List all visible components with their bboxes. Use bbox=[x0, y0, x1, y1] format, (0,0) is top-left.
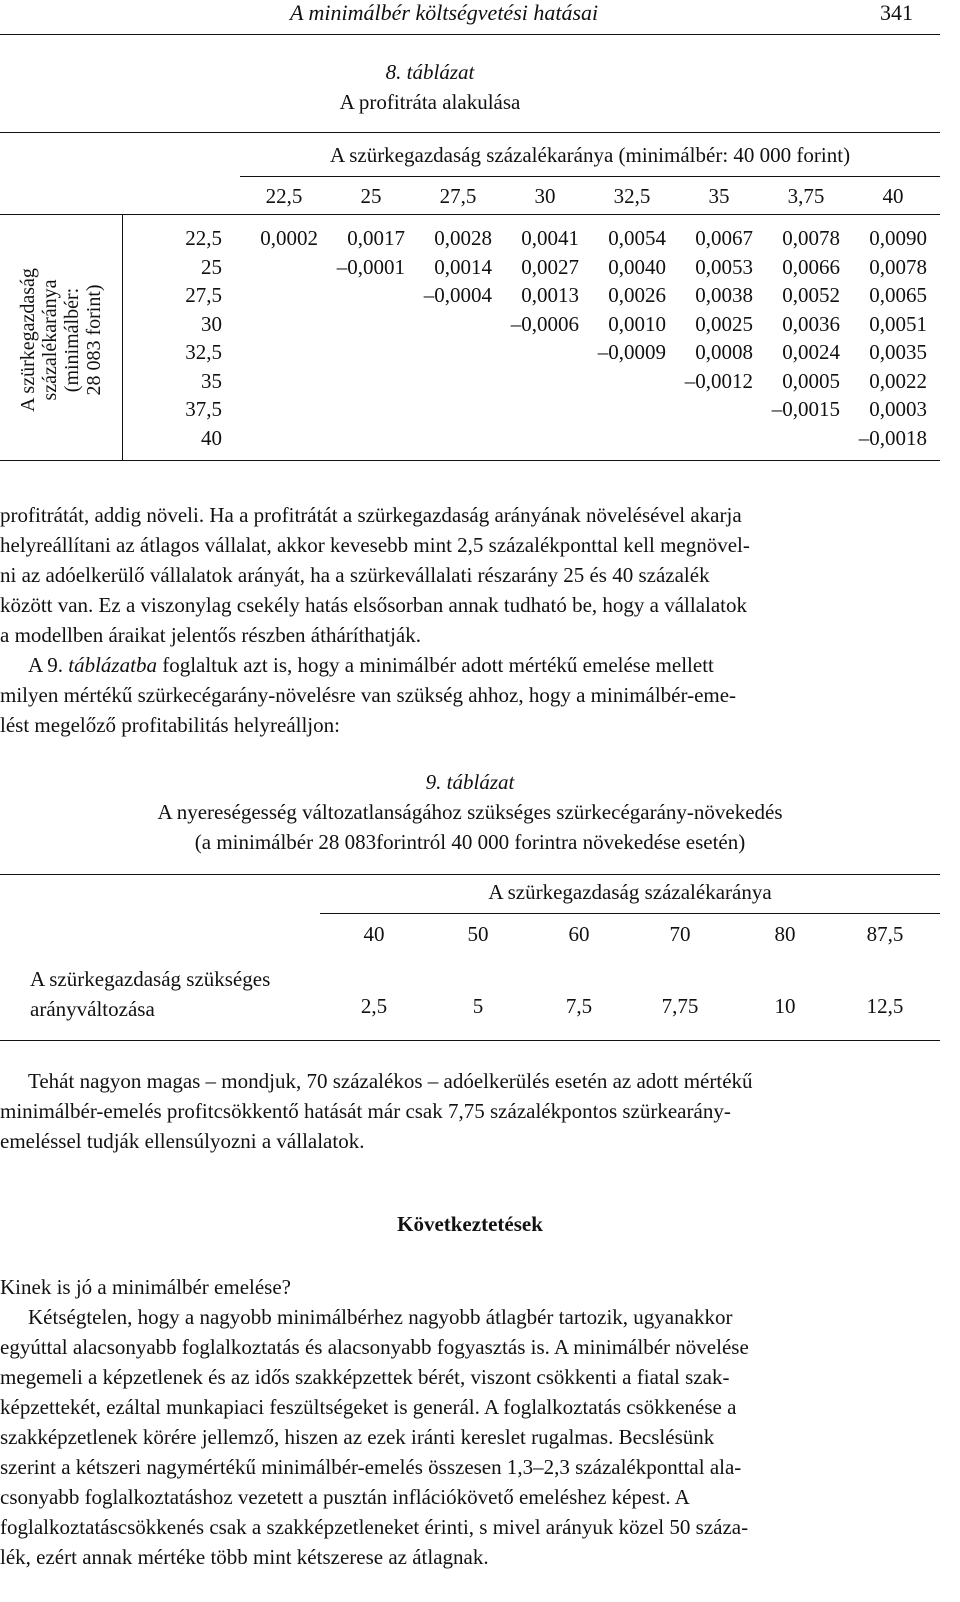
table8-row-label: 27,5 bbox=[185, 283, 222, 307]
table8-cell: 0,0017 bbox=[347, 226, 405, 250]
table9-cell: 5 bbox=[472, 994, 484, 1018]
row-header-line: (minimálbér: bbox=[61, 287, 83, 393]
table8-cell: 0,0051 bbox=[869, 311, 927, 336]
text-line: lék, ezért annak mértéke több mint kétszerese az átlagnak. bbox=[0, 1545, 489, 1569]
text-line: Kétségtelen, hogy a nagyobb minimálbérhez nagyobb átlagbér tartozik, ugyanakkor bbox=[28, 1305, 733, 1329]
body-paragraph-3 bbox=[0, 1066, 940, 1156]
table8-row bbox=[130, 340, 940, 368]
text-line: szerint a kétszeri nagymértékű minimálbér-emelés összesen 1,3–2,3 százalékponttal ala- bbox=[0, 1455, 742, 1479]
table8-column-header-rule bbox=[240, 176, 940, 177]
table8-col-label: 25 bbox=[360, 184, 382, 208]
table8-col-label: 40 bbox=[882, 184, 904, 208]
row-header-line: A szürkegazdaság bbox=[17, 268, 39, 412]
conclusion-paragraph bbox=[0, 1272, 940, 1572]
table8-cell: –0,0018 bbox=[858, 425, 927, 450]
table8-cell: 0,0028 bbox=[434, 226, 492, 250]
table8-cell: 0,0027 bbox=[521, 254, 579, 279]
subheading: Kinek is jó a minimálbér emelése? bbox=[0, 1275, 291, 1299]
table8-col-label: 3,75 bbox=[787, 184, 825, 208]
table8-row-label: 35 bbox=[201, 368, 222, 393]
text-line: minimálbér-emelés profitcsökkentő hatását már csak 7,75 százalékpontos szürkearány- bbox=[0, 1099, 731, 1123]
table8-row-label: 30 bbox=[201, 311, 222, 336]
text-line: között van. Ez a viszonylag csekély hatás elsősorban annak tudható be, hogy a vállalatok bbox=[0, 593, 748, 617]
table8-cell: –0,0009 bbox=[597, 340, 666, 364]
page-number: 341 bbox=[880, 0, 913, 25]
text-line: Tehát nagyon magas – mondjuk, 70 százalékos – adóelkerülés esetén az adott mértékű bbox=[28, 1069, 753, 1093]
row-label-line: A szürkegazdaság szükséges bbox=[30, 967, 271, 991]
table8-cell: 0,0026 bbox=[608, 283, 666, 307]
table8-cell: –0,0006 bbox=[510, 311, 579, 336]
table8-row-label: 22,5 bbox=[185, 226, 222, 250]
table8-cell: 0,0013 bbox=[521, 283, 579, 307]
table8-cell: 0,0040 bbox=[608, 254, 666, 279]
table8-row bbox=[130, 397, 940, 425]
table8-row-label: 37,5 bbox=[185, 397, 222, 421]
table8-cell: 0,0052 bbox=[782, 283, 840, 307]
header-rule bbox=[0, 34, 940, 35]
table8-col-label: 22,5 bbox=[265, 184, 303, 208]
table9-title: A nyereségesség változatlanságához szükséges szürkecégarány-növekedés bbox=[157, 800, 783, 824]
table8-cell: 0,0010 bbox=[608, 311, 666, 336]
table8-col-label: 27,5 bbox=[439, 184, 477, 208]
table8-cell: –0,0012 bbox=[684, 368, 753, 393]
table8-cell: 0,0078 bbox=[782, 226, 840, 250]
table8-cell: 0,0066 bbox=[782, 254, 840, 279]
table8-cell: –0,0015 bbox=[771, 397, 840, 421]
table9-col-label: 87,5 bbox=[866, 922, 904, 946]
row-label-line: arányváltozása bbox=[30, 997, 155, 1021]
text-line: foglalkoztatáscsökkenés csak a szakképzetleneket érinti, s mivel arányuk közel 50 száza- bbox=[0, 1515, 749, 1539]
table8-row bbox=[130, 255, 940, 283]
text-line: csonyabb foglalkoztatáshoz vezetett a pusztán inflációkövető emeléshez képest. A bbox=[0, 1485, 690, 1509]
text-line: képzettekét, ezáltal munkapiaci feszültségeket is generál. A foglalkoztatás csökkenése a bbox=[0, 1395, 737, 1419]
table8-cell: 0,0053 bbox=[695, 254, 753, 279]
row-header-line: 28 083 forint) bbox=[83, 284, 105, 396]
table8-col-label: 35 bbox=[708, 184, 730, 208]
table8-cell: 0,0065 bbox=[869, 283, 927, 307]
table9-top-rule bbox=[0, 874, 940, 875]
table8-cell: 0,0024 bbox=[782, 340, 840, 364]
table8-row-label: 25 bbox=[201, 254, 222, 279]
table8-cell: 0,0025 bbox=[695, 311, 753, 336]
table8-row bbox=[130, 426, 940, 454]
table8-column-labels bbox=[240, 184, 940, 214]
text-line: lést megelőző profitabilitás helyreálljon: bbox=[0, 713, 340, 737]
table8-header-rule bbox=[0, 214, 940, 215]
table8-row-label: 32,5 bbox=[185, 340, 222, 364]
table8-cell: 0,0038 bbox=[695, 283, 753, 307]
table9-cell: 12,5 bbox=[866, 994, 904, 1018]
table8-col-label: 30 bbox=[534, 184, 556, 208]
table8-bottom-rule bbox=[0, 460, 940, 461]
table8-cell: 0,0067 bbox=[695, 226, 753, 250]
body-paragraph-1 bbox=[0, 500, 940, 740]
table9-subtitle: (a minimálbér 28 083forintról 40 000 forintra növekedése esetén) bbox=[194, 830, 746, 854]
table8-cell: 0,0002 bbox=[260, 226, 318, 250]
table8-column-header: A szürkegazdaság százalékaránya (minimálbér: 40 000 forint) bbox=[329, 143, 851, 167]
table8-cell: –0,0001 bbox=[336, 254, 405, 279]
table8-row bbox=[130, 312, 940, 340]
table9-col-label: 60 bbox=[568, 922, 590, 946]
table8-row bbox=[130, 283, 940, 311]
text-line: emeléssel tudják ellensúlyozni a vállalatok. bbox=[0, 1129, 365, 1153]
text-line: egyúttal alacsonyabb foglalkoztatás és alacsonyabb fogyasztás is. A minimálbér növelése bbox=[0, 1335, 749, 1359]
table9-row-label bbox=[30, 964, 270, 1024]
table8-cell: 0,0005 bbox=[782, 368, 840, 393]
table8-top-rule bbox=[0, 132, 940, 133]
table8-cell: 0,0008 bbox=[695, 340, 753, 364]
text-line bbox=[0, 650, 940, 680]
text-line: megemeli a képzetlenek és az idős szakképzettek bérét, viszont csökkenti a fiatal szak- bbox=[0, 1365, 730, 1389]
table8-cell: 0,0041 bbox=[521, 226, 579, 250]
table9-bottom-rule bbox=[0, 1040, 940, 1041]
text-line: helyreállítani az átlagos vállalat, akkor kevesebb mint 2,5 százalékponttal kell megnövel- bbox=[0, 533, 750, 557]
table8-vertical-rule bbox=[122, 214, 123, 460]
table9-cell: 7,5 bbox=[565, 994, 593, 1018]
text-fragment: A 9. bbox=[28, 653, 69, 677]
table8-row bbox=[130, 369, 940, 397]
text-line: milyen mértékű szürkecégarány-növelésre van szükség ahhoz, hogy a minimálbér-eme- bbox=[0, 683, 737, 707]
table8-number: 8. táblázat bbox=[385, 60, 475, 84]
table9-column-header: A szürkegazdaság százalékaránya bbox=[488, 880, 772, 904]
table9-cell: 7,75 bbox=[661, 994, 699, 1018]
table8-row-label: 40 bbox=[201, 425, 222, 450]
table9-cell: 10 bbox=[774, 994, 796, 1018]
table8-row-header bbox=[0, 220, 122, 460]
text-line: szakképzetlenek körére jellemző, hiszen az ezek iránti kereslet rugalmas. Becslésünk bbox=[0, 1425, 715, 1449]
text-line: a modellben áraikat jelentős részben átháríthatják. bbox=[0, 623, 421, 647]
table9-col-label: 40 bbox=[363, 922, 385, 946]
text-line: profitrátát, addig növeli. Ha a profitrátát a szürkegazdaság arányának növelésével akarja bbox=[0, 503, 742, 527]
table9-column-header-rule bbox=[320, 913, 940, 914]
table9-col-label: 50 bbox=[467, 922, 489, 946]
text-line: ni az adóelkerülő vállalatok arányát, ha a szürkevállalati részarány 25 és 40 százalék bbox=[0, 563, 710, 587]
table8-col-label: 32,5 bbox=[613, 184, 651, 208]
section-title: Következtetések bbox=[397, 1212, 543, 1236]
table9-col-label: 80 bbox=[774, 922, 796, 946]
table8-cell: 0,0003 bbox=[869, 397, 927, 421]
table8-cell: 0,0035 bbox=[869, 340, 927, 364]
table8-title: A profitráta alakulása bbox=[339, 90, 521, 114]
table8-cell: 0,0078 bbox=[869, 254, 927, 279]
table8-cell: 0,0022 bbox=[869, 368, 927, 393]
text-fragment: foglaltuk azt is, hogy a minimálbér adott mértékű emelése mellett bbox=[156, 653, 714, 677]
table8-cell: 0,0036 bbox=[782, 311, 840, 336]
table8-cell: 0,0090 bbox=[869, 226, 927, 250]
table9-col-label: 70 bbox=[669, 922, 691, 946]
text-fragment-italic: táblázatba bbox=[68, 653, 157, 677]
running-header-title: A minimálbér költségvetési hatásai bbox=[290, 0, 599, 25]
table8-cell: 0,0054 bbox=[608, 226, 666, 250]
table8-cell: –0,0004 bbox=[423, 283, 492, 307]
row-header-line: százalékaránya bbox=[39, 279, 61, 401]
table9-number: 9. táblázat bbox=[425, 770, 515, 794]
table9-cell: 2,5 bbox=[360, 994, 388, 1018]
table8-cell: 0,0014 bbox=[434, 254, 492, 279]
table8-row bbox=[130, 226, 940, 254]
